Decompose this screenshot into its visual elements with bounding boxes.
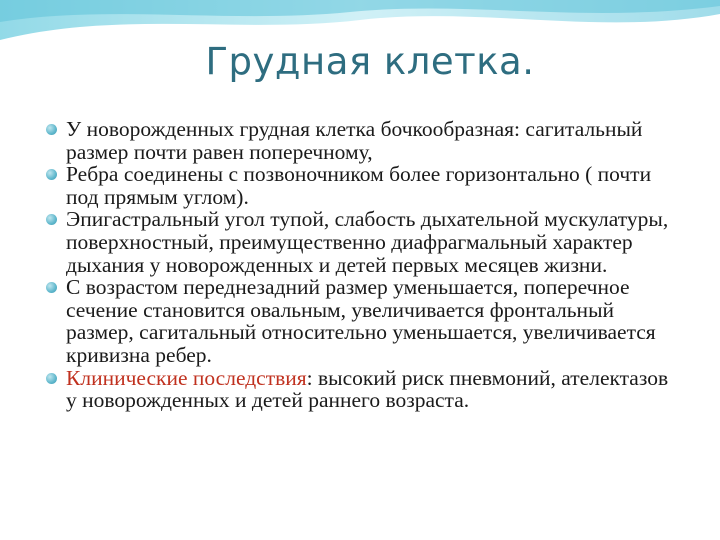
bullet-item	[44, 163, 684, 208]
bullet-text: : высокий риск пневмоний, ателектазов у новорожденных и детей раннего возраста.	[66, 365, 669, 413]
circle-bullet-icon	[46, 124, 57, 135]
bullet-text: У новорожденных грудная клетка бочкообразная: сагитальный размер почти равен поперечному,	[66, 117, 643, 164]
slide-title: Грудная клетка.	[205, 40, 535, 83]
bullet-item	[44, 276, 684, 366]
bullet-list	[44, 118, 684, 412]
circle-bullet-icon	[46, 169, 57, 180]
circle-bullet-icon	[46, 282, 57, 293]
bullet-item	[44, 367, 684, 412]
bullet-text: Эпигастральный угол тупой, слабость дыхательной мускулатуры, поверхностный, преимущественно диафрагмальный характер дыхания у новорожденных и детей первых месяцев жизни.	[66, 207, 669, 277]
bullet-item	[44, 208, 684, 276]
bullet-item	[44, 118, 684, 163]
bullet-text: С возрастом переднезадний размер уменьшается, поперечное сечение становится овальным, увеличивается фронтальный размер, сагитальный относительно уменьшается, увеличивается кривизна ребер.	[66, 275, 656, 367]
circle-bullet-icon	[46, 214, 57, 225]
bullet-text: Ребра соединены с позвоночником более горизонтально ( почти под прямым углом).	[66, 162, 652, 209]
circle-bullet-icon	[46, 373, 57, 384]
bullet-highlight: Клинические последствия	[66, 365, 307, 390]
